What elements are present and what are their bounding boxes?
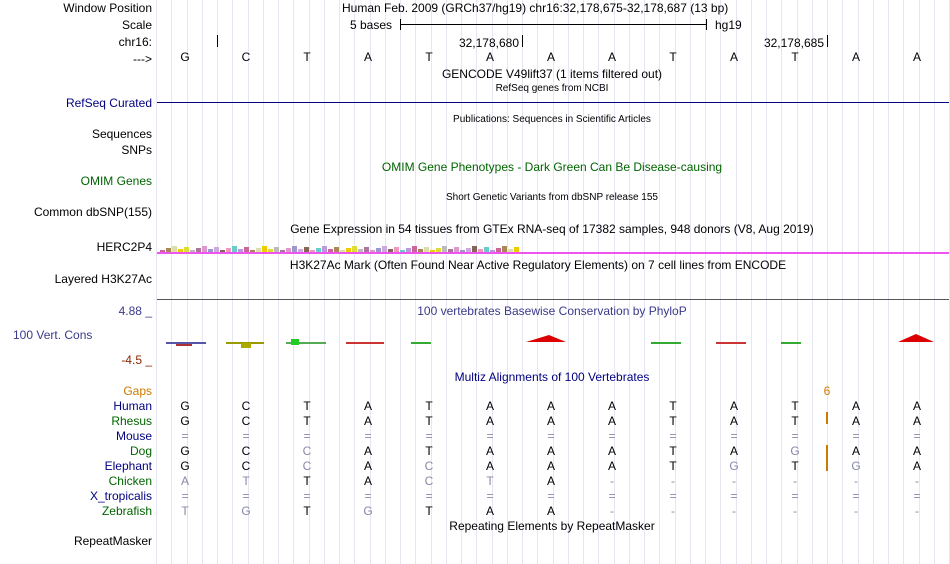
alignment-base: G — [241, 504, 251, 518]
species-label[interactable]: Human — [113, 399, 152, 413]
coord-tick-label: 32,178,685 — [763, 36, 824, 50]
alignment-base: T — [669, 399, 677, 413]
alignment-base: = — [608, 429, 616, 443]
sequence-base: G — [180, 50, 190, 64]
alignment-base: = — [913, 429, 921, 443]
alignment-base: A — [485, 459, 495, 473]
alignment-base: C — [241, 444, 251, 458]
alignment-base: C — [302, 459, 312, 473]
alignment-base: A — [546, 474, 556, 488]
sequence-base: T — [425, 50, 433, 64]
alignment-base: = — [486, 429, 494, 443]
alignment-base: G — [180, 399, 190, 413]
alignment-base: = — [730, 489, 738, 503]
dbsnp-label[interactable]: Common dbSNP(155) — [33, 205, 152, 219]
repeatmasker-label[interactable]: RepeatMasker — [73, 534, 152, 548]
alignment-base: = — [852, 429, 860, 443]
alignment-base: T — [303, 504, 311, 518]
alignment-base: T — [669, 444, 677, 458]
gaps-label[interactable]: Gaps — [123, 384, 152, 398]
alignment-base: G — [851, 459, 861, 473]
alignment-base: A — [363, 399, 373, 413]
alignment-base: T — [791, 459, 799, 473]
alignment-base: T — [181, 504, 189, 518]
sequence-base: C — [241, 50, 251, 64]
species-label[interactable]: Elephant — [104, 459, 152, 473]
alignment-base: A — [912, 399, 922, 413]
alignment-base: = — [730, 429, 738, 443]
alignment-base: A — [363, 444, 373, 458]
gtex-track-title[interactable]: Gene Expression in 54 tissues from GTEx RNA-seq of 17382 samples, 948 donors (V8, Aug 2019) — [290, 222, 814, 236]
alignment-base: = — [852, 489, 860, 503]
alignment-base: = — [242, 429, 250, 443]
alignment-base: T — [669, 414, 677, 428]
alignment-base: G — [363, 504, 373, 518]
sequence-base: A — [607, 50, 617, 64]
alignment-base: A — [546, 444, 556, 458]
alignment-base: - — [915, 504, 919, 518]
alignment-base: = — [486, 489, 494, 503]
alignment-base: A — [485, 504, 495, 518]
alignment-base: = — [242, 489, 250, 503]
alignment-base: = — [791, 429, 799, 443]
herc2p4-label[interactable]: HERC2P4 — [96, 240, 152, 254]
alignment-base: - — [671, 504, 675, 518]
scale-db: hg19 — [715, 18, 742, 32]
alignment-base: - — [915, 474, 919, 488]
sequence-base: A — [851, 50, 861, 64]
alignment-base: A — [729, 444, 739, 458]
alignment-base: A — [363, 414, 373, 428]
publications-track-title[interactable]: Publications: Sequences in Scientific Articles — [453, 114, 651, 125]
alignment-base: - — [854, 504, 858, 518]
alignment-base: C — [241, 399, 251, 413]
alignment-base: = — [425, 429, 433, 443]
species-label[interactable]: X_tropicalis — [89, 489, 152, 503]
sequence-base: A — [485, 50, 495, 64]
alignment-base: A — [546, 414, 556, 428]
alignment-base: A — [851, 414, 861, 428]
alignment-base: T — [303, 474, 311, 488]
alignment-base: - — [732, 474, 736, 488]
alignment-base: A — [546, 399, 556, 413]
alignment-base: - — [793, 504, 797, 518]
alignment-base: T — [425, 414, 433, 428]
alignment-base: = — [913, 489, 921, 503]
alignment-base: - — [854, 474, 858, 488]
sequence-base: T — [669, 50, 677, 64]
scale-text: 5 bases — [350, 18, 393, 32]
omim-track-title[interactable]: OMIM Gene Phenotypes - Dark Green Can Be Disease-causing — [381, 160, 723, 174]
alignment-base: T — [791, 414, 799, 428]
sequence-base: T — [791, 50, 799, 64]
alignment-base: - — [671, 474, 675, 488]
alignment-base: T — [425, 504, 433, 518]
alignment-base: A — [607, 444, 617, 458]
alignment-base: A — [607, 459, 617, 473]
alignment-base: A — [485, 444, 495, 458]
window-position-text[interactable]: Human Feb. 2009 (GRCh37/hg19) chr16:32,178,675-32,178,687 (13 bp) — [342, 1, 729, 15]
alignment-base: A — [607, 414, 617, 428]
window-position-label: Window Position — [63, 1, 152, 15]
alignment-base: A — [546, 459, 556, 473]
alignment-base: T — [486, 474, 494, 488]
sequences-label[interactable]: Sequences — [91, 127, 152, 141]
alignment-base: = — [364, 489, 372, 503]
alignment-base: T — [669, 459, 677, 473]
alignment-base: A — [485, 414, 495, 428]
coord-tick-label: 32,178,680 — [458, 36, 519, 50]
alignment-base: - — [610, 474, 614, 488]
alignment-base: T — [303, 399, 311, 413]
alignment-base: G — [729, 459, 739, 473]
omim-label[interactable]: OMIM Genes — [80, 174, 152, 188]
alignment-base: C — [424, 459, 434, 473]
alignment-base: A — [485, 399, 495, 413]
alignment-base: C — [241, 459, 251, 473]
repeatmasker-track-title[interactable]: Repeating Elements by RepeatMasker — [449, 519, 655, 533]
alignment-base: A — [851, 444, 861, 458]
alignment-base: C — [424, 474, 434, 488]
alignment-base: A — [180, 474, 190, 488]
species-label[interactable]: Rhesus — [111, 414, 152, 428]
h3k27ac-label[interactable]: Layered H3K27Ac — [54, 272, 152, 286]
alignment-base: - — [610, 504, 614, 518]
alignment-base: C — [302, 444, 312, 458]
gap-count: 6 — [823, 384, 831, 398]
alignment-base: = — [791, 489, 799, 503]
scale-label: Scale — [121, 18, 152, 32]
alignment-base: G — [180, 459, 190, 473]
alignment-base: A — [912, 444, 922, 458]
alignment-base: = — [364, 429, 372, 443]
sequence-base: A — [912, 50, 922, 64]
refseq-label[interactable]: RefSeq Curated — [65, 96, 152, 110]
alignment-base: - — [793, 474, 797, 488]
alignment-base: = — [425, 489, 433, 503]
snps-label[interactable]: SNPs — [121, 143, 152, 157]
alignment-base: T — [791, 399, 799, 413]
species-label[interactable]: Chicken — [108, 474, 152, 488]
phylop-min-label: -4.5 _ — [121, 353, 152, 367]
strand-label: ---> — [133, 52, 152, 66]
sequence-base: A — [729, 50, 739, 64]
alignment-base: = — [547, 489, 555, 503]
alignment-base: A — [607, 399, 617, 413]
phylop-label[interactable]: 100 Vert. Cons — [13, 328, 93, 342]
alignment-base: = — [608, 489, 616, 503]
alignment-base: T — [242, 474, 250, 488]
alignment-base: = — [547, 429, 555, 443]
chrom-label: chr16: — [118, 35, 152, 49]
alignment-base: = — [669, 489, 677, 503]
refseq-subtitle: RefSeq genes from NCBI — [495, 83, 609, 94]
alignment-base: = — [303, 429, 311, 443]
alignment-base: G — [180, 444, 190, 458]
phylop-track-title[interactable]: 100 vertebrates Basewise Conservation by PhyloP — [417, 304, 687, 318]
sequence-base: A — [363, 50, 373, 64]
alignment-base: = — [669, 429, 677, 443]
dbsnp-track-title[interactable]: Short Genetic Variants from dbSNP release 155 — [446, 192, 658, 203]
h3k27ac-track-title[interactable]: H3K27Ac Mark (Often Found Near Active Regulatory Elements) on 7 cell lines from ENCODE — [289, 258, 787, 272]
alignment-base: G — [790, 444, 800, 458]
alignment-base: A — [912, 459, 922, 473]
phylop-max-label: 4.88 _ — [118, 304, 152, 318]
species-label[interactable]: Zebrafish — [101, 504, 152, 518]
alignment-base: A — [851, 399, 861, 413]
species-label[interactable]: Mouse — [115, 429, 152, 443]
alignment-base: A — [729, 399, 739, 413]
multiz-track-title[interactable]: Multiz Alignments of 100 Vertebrates — [454, 370, 650, 384]
sequence-base: T — [303, 50, 311, 64]
alignment-base: T — [425, 399, 433, 413]
alignment-base: = — [181, 429, 189, 443]
alignment-base: C — [241, 414, 251, 428]
alignment-base: A — [546, 504, 556, 518]
alignment-base: - — [732, 504, 736, 518]
alignment-base: = — [303, 489, 311, 503]
sequence-base: A — [546, 50, 556, 64]
gencode-track-title[interactable]: GENCODE V49lift37 (1 items filtered out) — [441, 67, 663, 81]
alignment-base: T — [425, 444, 433, 458]
alignment-base: A — [363, 459, 373, 473]
alignment-base: G — [180, 414, 190, 428]
alignment-base: A — [363, 474, 373, 488]
alignment-base: A — [729, 414, 739, 428]
alignment-base: T — [303, 414, 311, 428]
alignment-base: A — [912, 414, 922, 428]
alignment-base: = — [181, 489, 189, 503]
species-label[interactable]: Dog — [129, 444, 152, 458]
